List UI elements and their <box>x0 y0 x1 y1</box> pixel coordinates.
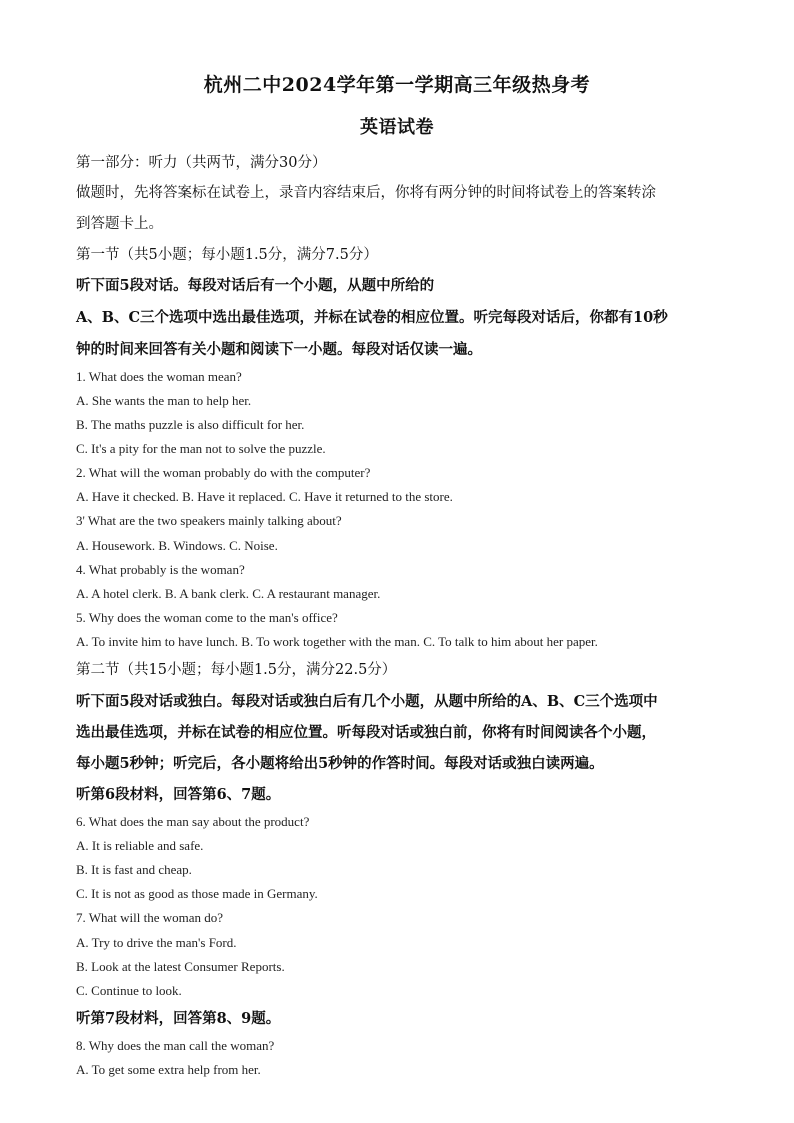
option-line: A. To invite him to have lunch. B. To work together with the man. C. To talk to him about her paper. <box>76 634 598 649</box>
section1-heading: 第一节（共5小题；每小题1.5分，满分7.5分） <box>76 247 378 263</box>
section2-instruction: 听下面5段对话或独白。每段对话或独白后有几个小题，从题中所给的A、B、C三个选项中 <box>76 693 658 710</box>
option-line: A. She wants the man to help her. <box>76 393 252 408</box>
question-line: 5. Why does the woman come to the man's office? <box>76 610 338 625</box>
material-heading: 听第7段材料，回答第8、9题。 <box>76 1010 281 1027</box>
section1-instruction: A、B、C三个选项中选出最佳选项，并标在试卷的相应位置。听完每段对话后，你都有10秒 <box>76 309 668 326</box>
option-line: A. A hotel clerk. B. A bank clerk. C. A restaurant manager. <box>76 586 381 601</box>
section2-instruction: 选出最佳选项，并标在试卷的相应位置。听每段对话或独白前，你将有时间阅读各个小题， <box>76 724 656 741</box>
instruction-line: 做题时，先将答案标在试卷上，录音内容结束后，你将有两分钟的时间将试卷上的答案转涂 <box>76 185 656 201</box>
option-line: A. Housework. B. Windows. C. Noise. <box>76 538 278 553</box>
section1-instruction: 听下面5段对话。每段对话后有一个小题，从题中所给的 <box>76 277 435 294</box>
option-line: C. It's a pity for the man not to solve the puzzle. <box>76 441 326 456</box>
material-heading: 听第6段材料，回答第6、7题。 <box>76 786 281 803</box>
instruction-line: 到答题卡上。 <box>76 216 163 232</box>
option-line: B. Look at the latest Consumer Reports. <box>76 959 285 974</box>
option-line: C. Continue to look. <box>76 983 182 998</box>
question-line: 1. What does the woman mean? <box>76 369 242 384</box>
option-line: B. The maths puzzle is also difficult for her. <box>76 417 305 432</box>
question-line: 4. What probably is the woman? <box>76 562 245 577</box>
option-line: C. It is not as good as those made in Germany. <box>76 886 318 901</box>
part1-heading: 第一部分：听力（共两节，满分30分） <box>76 155 327 171</box>
option-line: A. Have it checked. B. Have it replaced. C. Have it returned to the store. <box>76 489 453 504</box>
section1-instruction: 钟的时间来回答有关小题和阅读下一小题。每段对话仅读一遍。 <box>76 341 482 358</box>
exam-subtitle: 英语试卷 <box>360 117 434 138</box>
question-line: 7. What will the woman do? <box>76 910 224 925</box>
question-line: 6. What does the man say about the product? <box>76 814 310 829</box>
section2-instruction: 每小题5秒钟；听完后，各小题将给出5秒钟的作答时间。每段对话或独白读两遍。 <box>76 755 604 772</box>
option-line: A. To get some extra help from her. <box>76 1062 261 1077</box>
question-line: 2. What will the woman probably do with the computer? <box>76 465 371 480</box>
option-line: A. Try to drive the man's Ford. <box>76 935 237 950</box>
question-line: 3' What are the two speakers mainly talking about? <box>76 513 342 528</box>
exam-title: 杭州二中2024学年第一学期高三年级热身考 <box>203 74 591 96</box>
question-line: 8. Why does the man call the woman? <box>76 1038 275 1053</box>
option-line: A. It is reliable and safe. <box>76 838 204 853</box>
option-line: B. It is fast and cheap. <box>76 862 192 877</box>
section2-heading: 第二节（共15小题；每小题1.5分，满分22.5分） <box>76 662 397 678</box>
